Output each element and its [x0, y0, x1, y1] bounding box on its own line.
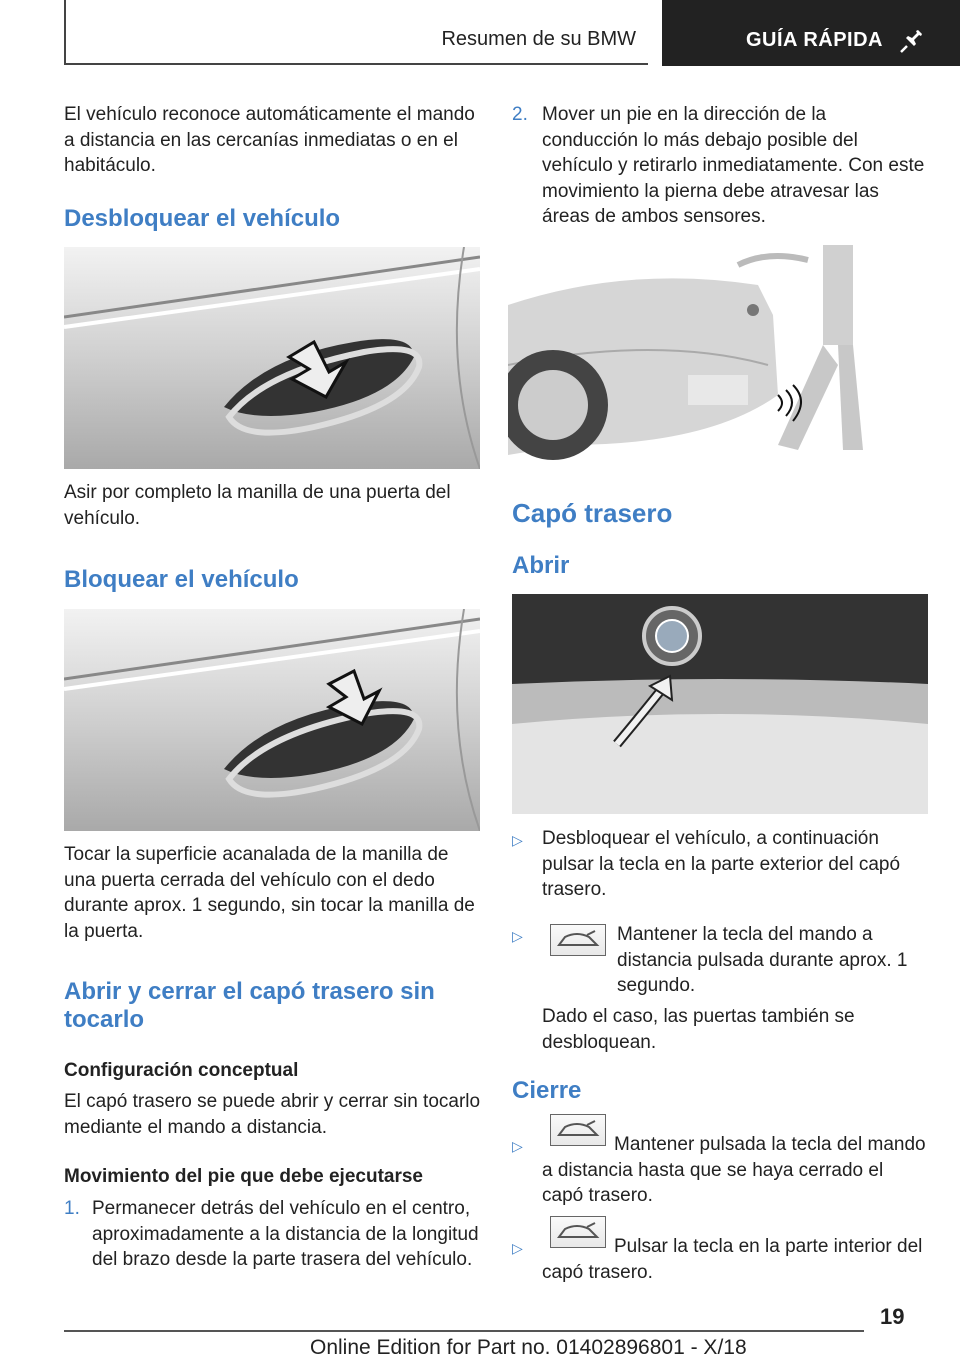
step-2: [512, 102, 926, 230]
door-handle-unlock-image: [64, 247, 480, 469]
heading-foot-movement: Movimiento del pie que debe ejecutarse: [64, 1166, 423, 1187]
trunk-key-icon: [550, 1114, 606, 1146]
open-item-1: [512, 826, 928, 903]
step-1-text: Permanecer detrás del vehículo en el centro, aproximadamente a la distancia de la longitud del brazo desde la parte trasera del vehículo.: [92, 1198, 479, 1270]
header-rule-bottom: [64, 63, 648, 65]
header-rule-left: [64, 0, 66, 64]
bullet-marker: ▷: [512, 832, 523, 848]
step-2-number: 2.: [512, 104, 528, 125]
intro-text: El vehículo reconoce automáticamente el mando a distancia en las cercanías inmediatas o en el habitáculo.: [64, 104, 475, 176]
door-handle-lock-image: [64, 609, 480, 831]
trunk-button-image: [512, 594, 928, 814]
heading-open: Abrir: [512, 552, 570, 579]
close-item-1-text: Mantener pulsada la tecla del mando a distancia hasta que se haya cerrado el capó trasero.: [542, 1134, 926, 1206]
header-section-title: Resumen de su BMW: [441, 28, 636, 50]
open-item-2: [512, 922, 928, 999]
pushpin-icon: [898, 26, 926, 54]
trunk-key-icon: [550, 924, 606, 956]
heading-lock: Bloquear el vehículo: [64, 566, 299, 593]
open-item-2-text: Mantener la tecla del mando a distancia pulsada durante aprox. 1 segundo.: [617, 924, 908, 996]
heading-unlock: Desbloquear el vehículo: [64, 205, 341, 232]
heading-trunk: Capó trasero: [512, 498, 673, 528]
heading-close: Cierre: [512, 1077, 582, 1104]
step-1-number: 1.: [64, 1198, 80, 1219]
open-item-2-note: Dado el caso, las puertas también se desbloquean.: [542, 1006, 855, 1053]
heading-concept: Configuración conceptual: [64, 1060, 299, 1081]
page-number: 19: [880, 1304, 905, 1329]
bullet-marker: ▷: [512, 1138, 523, 1154]
close-item-1: [512, 1132, 928, 1209]
step-2-text: Mover un pie en la dirección de la conducción lo más debajo posible del vehículo y retirarlo inmediatamente. Con este movimiento la pierna debe atravesar las áreas de ambos sensores.: [542, 104, 925, 227]
step-1: [64, 1196, 482, 1273]
heading-touchless-trunk: Abrir y cerrar el capó trasero sin tocarlo: [64, 978, 435, 1033]
open-item-1-text: Desbloquear el vehículo, a continuación pulsar la tecla en la parte exterior del capó trasero.: [542, 828, 901, 900]
footer-rule: [64, 1330, 864, 1332]
bullet-marker: ▷: [512, 928, 523, 944]
footer-edition: Online Edition for Part no. 01402896801 - X/18: [310, 1336, 747, 1359]
close-item-2: [512, 1234, 928, 1285]
lock-text: Tocar la superficie acanalada de la manilla de una puerta cerrada del vehículo con el dedo durante aprox. 1 segundo, sin tocar la manilla de la puerta.: [64, 844, 475, 942]
bullet-marker: ▷: [512, 1240, 523, 1256]
concept-text: El capó trasero se puede abrir y cerrar sin tocarlo mediante el mando a distancia.: [64, 1091, 481, 1138]
foot-movement-image: [508, 245, 864, 465]
unlock-text: Asir por completo la manilla de una puerta del vehículo.: [64, 482, 451, 529]
quick-guide-tab[interactable]: [662, 0, 960, 66]
quick-guide-label: GUÍA RÁPIDA: [746, 29, 883, 51]
trunk-key-icon: [550, 1216, 606, 1248]
close-item-2-text: Pulsar la tecla en la parte interior del capó trasero.: [542, 1236, 923, 1283]
